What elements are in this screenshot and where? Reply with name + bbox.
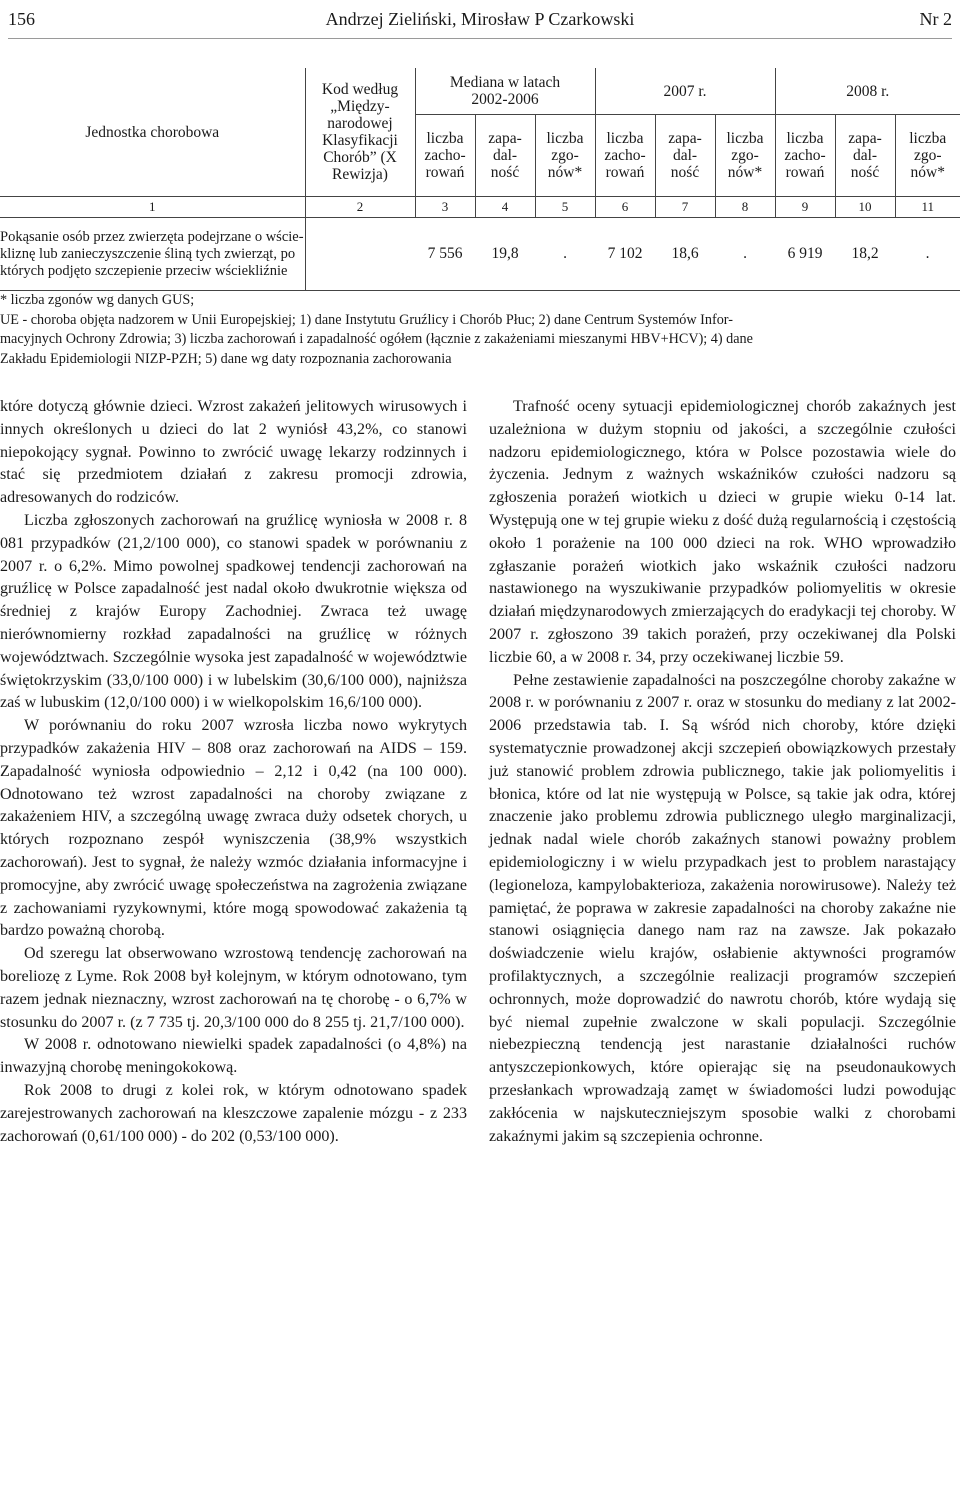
median-cases: 7 556	[415, 218, 475, 291]
col-number: 10	[835, 197, 895, 218]
column-number-row	[0, 197, 960, 218]
sub-deaths: liczba zgo- nów*	[895, 115, 960, 197]
page-number: 156	[8, 8, 35, 29]
right-column	[489, 396, 956, 1148]
table-row	[0, 218, 960, 291]
icd-code	[305, 218, 415, 291]
note-line: macyjnych Ochrony Zdrowia; 3) liczba zachorowań i zapadalność ogółem (łącznie z zakażeniami mieszanymi HBV+HCV); 4) dane	[0, 331, 753, 347]
note-line: UE - choroba objęta nadzorem w Unii Europejskiej; 1) dane Instytutu Gruźlicy i Chorób Płuc; 2) dane Centrum Systemów Infor-	[0, 311, 733, 328]
incidence-2008: 18,2	[835, 218, 895, 291]
sub-incidence: zapa- dal- ność	[835, 115, 895, 197]
cases-2008: 6 919	[775, 218, 835, 291]
incidence-2007: 18,6	[655, 218, 715, 291]
note-line: Zakładu Epidemiologii NIZP-PZH; 5) dane wg daty rozpoznania zachorowania	[0, 350, 452, 367]
paragraph: W 2008 r. odnotowano niewielki spadek zapadalności (o 4,8%) na inwazyjną chorobę meningokokową.	[0, 1036, 467, 1077]
deaths-2008: .	[895, 218, 960, 291]
paragraph: Pełne zestawienie zapadalności na poszczególne choroby zakaźne w 2008 r. w porównaniu z 2007 r. oraz w stosunku do mediany z lat 2002-2006 przedstawia tab. I. Są wśród nich choroby, które dzięki systematycznie prowadzonej akcji szczepień obowiązkowych przestały już stanowić problem zdrowia publicznego, takie jak poliomyelitis i błonica, które od lat nie występują w Polsce, są takie jak odra, której znaczenie jako problemu zdrowia publicznego uległo marginalizacji, jednak nadal wiele chorób zakaźnych stanowi poważny problem epidemiologiczny i w wielu przypadkach jest to problem narastający (legioneloza, kampylobakterioza, zakażenia norowirusowe). Należy też pamiętać, że poprawa w zakresie zapadalności na choroby zakaźne nie stanowi osiągnięcia danego nam raz na zawsze. Jak pokazało doświadczenie wielu krajów, osłabienie aktywności programów profilaktycznych, a szczególnie realizacji programów szczepień ochronnych, może doprowadzić do nawrotu chorób, które wydają się być niemal zupełnie zwalczone w skali populacji. Szczególnie niebezpieczną tendencją jest narastanie działalności ruchów antyszczepionkowych, które opierając się na pseudonaukowych przesłankach wprowadzają zamęt w świadomości ludzi powodując zakłócenia w najskuteczniejszym sposobie walki z chorobami zakaźnymi jakim są szczepienia ochronne.	[489, 671, 956, 1145]
col-number: 7	[655, 197, 715, 218]
sub-cases: liczba zacho- rowań	[415, 115, 475, 197]
paragraph: które dotyczą głównie dzieci. Wzrost zakażeń jelitowych wirusowych i innych określonych u dzieci do lat 2 wyniósł 43,2%, co stanowi niepokojący sygnał. Powinno to zwrócić uwagę lekarzy rodzinnych i stać się przedmiotem działań z zakresu promocji zdrowia, adresowanych do rodziców.	[0, 398, 467, 507]
col-number: 8	[715, 197, 775, 218]
cases-2007: 7 102	[595, 218, 655, 291]
left-column	[0, 396, 467, 1148]
paragraph: Liczba zgłoszonych zachorowań na gruźlicę wyniosła w 2008 r. 8 081 przypadków (21,2/100 000), co stanowi spadek w porównaniu z 2007 r. o 6,2%. Mimo powolnej spadkowej tendencji zachorowań na gruźlicę w Polsce zapadalność jest nadal około dwukrotnie większa od średniej z krajów Europy Zachodniej. Zwraca też uwagę nierównomierny rozkład zapadalności na gruźlicę w różnych województwach. Szczególnie wysoka jest zapadalność w województwie świętokrzyskim (33,0/100 000) i w lubelskim (30,6/100 000), najniższa zaś w lubuskim (12,0/100 000) i w wielkopolskim 16,6/100 000).	[0, 511, 467, 712]
paragraph: Od szeregu lat obserwowano wzrostową tendencję zachorowań na boreliozę z Lyme. Rok 2008 był kolejnym, w którym odnotowano, tym razem jednak nieznaczny, wzrost zachorowań na tę chorobę - o 6,7% w stosunku do 2007 r. (z 7 735 tj. 20,3/100 000 do 8 255 tj. 21,7/100 000).	[0, 945, 467, 1031]
col-number: 6	[595, 197, 655, 218]
running-authors: Andrzej Zieliński, Mirosław P Czarkowski	[325, 8, 635, 29]
disease-name: Pokąsanie osób przez zwierzęta podejrzane o wście- kliznę lub zanieczyszczenie śliną tych zwierząt, po których podjęto szczepienie przeciw wściekliźnie	[0, 218, 305, 291]
issue-number: Nr 2	[919, 8, 952, 29]
paragraph: Rok 2008 to drugi z kolei rok, w którym odnotowano spadek zarejestrowanych zachorowań na kleszczowe zapalenie mózgu - z 233 zachorowań (0,61/100 000) - do 202 (0,53/100 000).	[0, 1081, 467, 1145]
col-number: 5	[535, 197, 595, 218]
median-incidence: 19,8	[475, 218, 535, 291]
deaths-2007: .	[715, 218, 775, 291]
sub-deaths: liczba zgo- nów*	[715, 115, 775, 197]
sub-cases: liczba zacho- rowań	[775, 115, 835, 197]
header-unit: Jednostka chorobowa	[85, 123, 220, 141]
col-number: 1	[0, 197, 305, 218]
paragraph: W porównaniu do roku 2007 wzrosła liczba nowo wykrytych przypadków zakażenia HIV – 808 oraz zachorowań na AIDS – 159. Zapadalność wyniosła odpowiednio – 2,12 i 0,42 (na 100 000). Odnotowano też wzrost zapadalności na choroby związane z zakażeniem HIV, a szczególną uwagę zwraca duży odsetek chorych, u których rozpoznano zespół wyniszczenia (38,9% wszystkich zachorowań). Jest to sygnał, że należy wzmóc działania informacyjne i promocyjne, aby zwrócić uwagę społeczeństwa na zagrożenia związane z zachowaniami ryzykownymi, które mogą spowodować zakażenia tą bardzo poważną chorobą.	[0, 717, 467, 940]
sub-cases: liczba zacho- rowań	[595, 115, 655, 197]
header-2007: 2007 r.	[595, 68, 775, 115]
incidence-table	[0, 68, 960, 291]
header-median: Mediana w latach 2002-2006	[415, 68, 595, 115]
col-number: 4	[475, 197, 535, 218]
note-line: * liczba zgonów wg danych GUS;	[0, 292, 195, 308]
col-number: 9	[775, 197, 835, 218]
sub-deaths: liczba zgo- nów*	[535, 115, 595, 197]
paragraph: Trafność oceny sytuacji epidemiologicznej chorób zakaźnych jest uzależniona w dużym stopniu od jakości, a szczególnie czułości nadzoru epidemiologicznego, która w Polsce pozostawia wiele do życzenia. Jednym z ważnych wskaźników czułości nadzoru są zgłoszenia porażeń wiotkich u dzieci w grupie wieku 0-14 lat. Występują one w tej grupie wieku z dość dużą regularnością i częstością około 1 porażenie na 100 000 dzieci na rok. WHO wprowadziło zgłaszanie porażeń wiotkich jako wskaźnik czułości nadzoru nastawionego na wyszukiwanie przypadków poliomyelitis w okresie działań międzynarodowych zmierzających do eradykacji tej choroby. W 2007 r. zgłoszono 39 takich porażeń, przy oczekiwanej dla Polski liczbie 60, a w 2008 r. 34, przy oczekiwanej liczbie 59.	[489, 398, 956, 666]
page-header	[8, 0, 952, 39]
col-number: 11	[895, 197, 960, 218]
sub-incidence: zapa- dal- ność	[475, 115, 535, 197]
col-number: 2	[305, 197, 415, 218]
header-2008: 2008 r.	[775, 68, 960, 115]
col-number: 3	[415, 197, 475, 218]
header-code: Kod według „Między- narodowej Klasyfikacji Chorób” (X Rewizja)	[305, 68, 415, 197]
median-deaths: .	[535, 218, 595, 291]
sub-incidence: zapa- dal- ność	[655, 115, 715, 197]
table-notes	[0, 291, 956, 369]
